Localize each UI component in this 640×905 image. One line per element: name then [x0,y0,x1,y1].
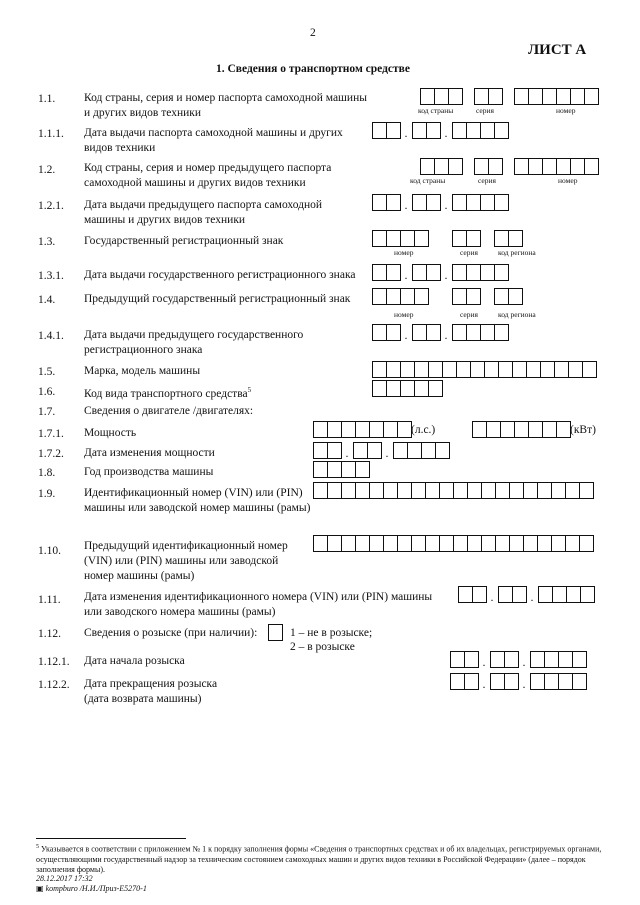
caption-series-3: серия [460,248,478,257]
row-num-1-2-1: 1.2.1. [38,200,64,212]
footer-source [36,884,147,894]
country-code-cells[interactable] [420,88,462,105]
row-text-1-7-1: Мощность [84,427,137,439]
vin-boxes[interactable] [313,482,593,499]
search-start-date-boxes[interactable]: . . [450,651,586,668]
row-text-1-10: Предыдущий идентификационный номер (VIN) или (PIN) машины или заводской номер машины (рамы) [84,540,288,582]
row-text-1-5: Марка, модель машины [84,365,201,377]
caption-country-code-2: код страны [410,176,446,185]
row-num-1-12-2: 1.12.2. [38,679,70,691]
caption-country-code-1: код страны [418,106,454,115]
row-num-1-11: 1.11. [38,594,61,606]
footer-source-text: kompburo /Н.И./Приз-E5270-1 [45,884,147,893]
row-num-1-8: 1.8. [38,467,56,479]
row-num-1-7-2: 1.7.2. [38,448,64,460]
series-cells[interactable] [474,88,502,105]
caption-region-code-3: код региона [498,248,536,257]
number-cells[interactable] [514,88,598,105]
row-text-1-3: Государственный регистрационный знак [84,235,284,247]
row-text-1-9: Идентификационный номер (VIN) или (PIN) машины или заводской номер машины (рамы) [84,487,311,514]
make-model-boxes[interactable] [372,361,596,378]
row-num-1-3: 1.3. [38,236,56,248]
caption-number-2: номер [558,176,578,185]
search-option-2: 2 – в розыске [290,641,355,653]
row-num-1-4-1: 1.4.1. [38,330,64,342]
unit-kw: (кВт) [570,424,596,436]
floppy-icon: ▣ [36,884,44,893]
row-text-1-4: Предыдущий государственный регистрационный знак [84,293,351,305]
reg-sign-date-boxes[interactable]: . . [372,264,508,281]
row-num-1-2: 1.2. [38,164,56,176]
row-text-1-11: Дата изменения идентификационного номера (VIN) или (PIN) машины или заводского номера машины (рамы) [84,591,433,618]
footnote-ref: 5 [247,386,252,394]
footnote-mark: 5 [36,844,39,850]
row-text-1-1: Код страны, серия и номер паспорта самоходной машины и других видов техники [84,92,367,119]
row-text-1-12-2: Дата прекращения розыска (дата возврата машины) [84,678,218,705]
row-text-1-12: Сведения о розыске (при наличии): [84,627,258,639]
row-num-1-1-1: 1.1.1. [38,128,64,140]
row-num-1-10: 1.10. [38,545,61,557]
row-text-1-2-1: Дата выдачи предыдущего паспорта самоходной машины и других видов техники [84,199,323,226]
prev-reg-sign-boxes[interactable] [372,288,522,305]
production-year-boxes[interactable] [313,461,369,478]
row-text-1-3-1: Дата выдачи государственного регистрационного знака [84,269,356,281]
search-end-date-boxes[interactable]: . . [450,673,586,690]
footer-date: 28.12.2017 17:32 [36,874,93,883]
power-change-date-boxes[interactable]: . . [313,442,449,459]
row-num-1-7-1: 1.7.1. [38,428,64,440]
prev-passport-date-boxes[interactable]: . . [372,194,508,211]
row-text-1-2: Код страны, серия и номер предыдущего паспорта самоходной машины и других видов техники [84,162,332,189]
caption-series-1: серия [476,106,494,115]
row-text-1-1-1: Дата выдачи паспорта самоходной машины и других видов техники [84,127,343,154]
prev-passport-code-boxes[interactable] [420,158,598,175]
row-num-1-7: 1.7. [38,406,56,418]
unit-hp: (л.с.) [411,424,436,436]
row-num-1-12-1: 1.12.1. [38,656,70,668]
caption-number-1: номер [556,106,576,115]
power-kw-boxes[interactable] [472,421,570,438]
prev-vin-boxes[interactable] [313,535,593,552]
row-text-1-4-1: Дата выдачи предыдущего государственного регистрационного знака [84,329,304,356]
footnote-text: Указывается в соответствии с приложением № 1 к порядку заполнения формы «Сведения о транспортных средствах и об их владельцах, регистрируемых органами, осуществляющими государственный надзор за техническим состоянием самоходных машин и других видов техники в Российской Федерации» (далее – порядок заполнения формы). [36,844,602,874]
caption-number-4: номер [394,310,414,319]
reg-sign-boxes[interactable] [372,230,522,247]
row-num-1-5: 1.5. [38,366,56,378]
row-text-1-6 [84,383,374,402]
caption-region-code-4: код региона [498,310,536,319]
caption-series-4: серия [460,310,478,319]
vehicle-type-code-boxes[interactable] [372,380,442,397]
sheet-label: ЛИСТ А [528,42,587,58]
row-text-1-7: Сведения о двигателе /двигателях: [84,405,254,417]
search-option-1: 1 – не в розыске; [290,627,373,639]
passport-code-boxes[interactable] [420,88,598,105]
footnote [36,842,602,875]
caption-series-2: серия [478,176,496,185]
section-title: 1. Сведения о транспортном средстве [216,63,411,75]
footnote-divider [36,838,186,839]
vin-change-date-boxes[interactable]: . . [458,586,594,603]
prev-reg-sign-date-boxes[interactable]: . . [372,324,508,341]
row-text-1-12-1: Дата начала розыска [84,655,185,667]
row-num-1-6: 1.6. [38,386,56,398]
row-text-1-8: Год производства машины [84,466,214,478]
row-num-1-4: 1.4. [38,294,56,306]
row-text-1-6-label: Код вида транспортного средства [84,387,248,400]
power-hp-boxes[interactable] [313,421,411,438]
caption-number-3: номер [394,248,414,257]
row-num-1-1: 1.1. [38,93,56,105]
row-num-1-3-1: 1.3.1. [38,270,64,282]
row-num-1-12: 1.12. [38,628,61,640]
row-text-1-7-2: Дата изменения мощности [84,447,215,459]
row-num-1-9: 1.9. [38,488,56,500]
passport-date-boxes[interactable]: . . [372,122,508,139]
search-status-box[interactable] [268,624,282,641]
page-number: 2 [310,27,316,39]
